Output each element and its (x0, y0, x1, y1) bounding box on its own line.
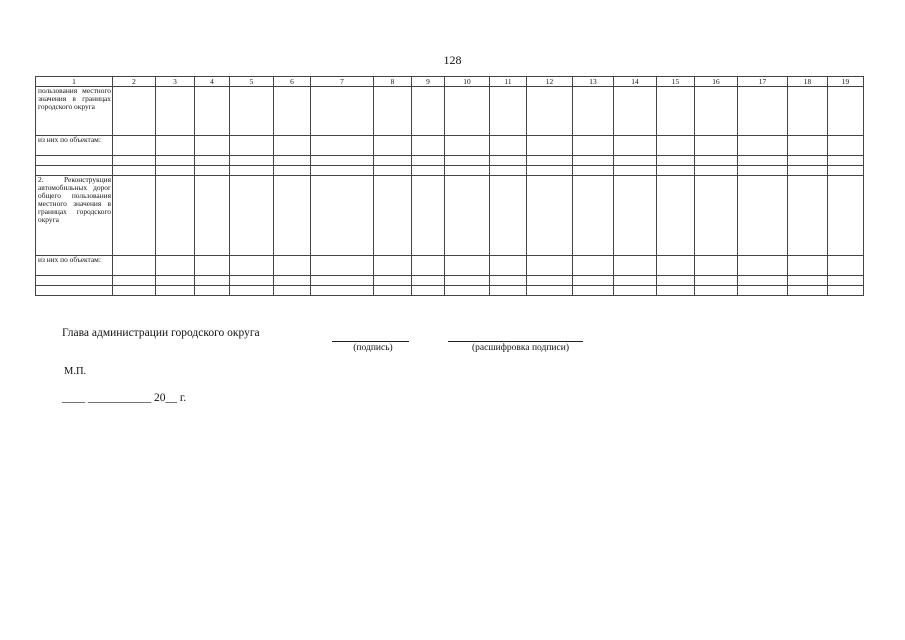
table-row (36, 136, 864, 156)
signature-caption: (подпись) (353, 343, 393, 353)
column-header: 18 (788, 77, 828, 87)
decoding-caption: (расшифровка подписи) (472, 343, 569, 353)
column-header: 15 (657, 77, 695, 87)
table-row (36, 166, 864, 176)
stamp-place: М.П. (64, 366, 87, 377)
column-header: 1 (36, 77, 113, 87)
column-header: 2 (113, 77, 156, 87)
column-header: 11 (490, 77, 527, 87)
column-header: 7 (311, 77, 374, 87)
row-label: пользования местного значения в границах городского округа (36, 87, 113, 136)
table-header-row (36, 77, 864, 87)
page-number: 128 (443, 53, 462, 67)
row-label: из них по объектам: (36, 136, 113, 156)
row-label: 2. Реконструкция автомобильных дорог общего пользования местного значения в границах городского округа (36, 176, 113, 256)
row-label: из них по объектам: (36, 256, 113, 276)
data-table (35, 76, 864, 296)
decoding-line (448, 327, 583, 342)
table-row (36, 276, 864, 286)
date-line: ____ ___________ 20__ г. (62, 392, 187, 404)
column-header: 10 (445, 77, 490, 87)
column-header: 13 (573, 77, 614, 87)
column-header: 4 (195, 77, 230, 87)
column-header: 14 (614, 77, 657, 87)
table-row (36, 87, 864, 136)
column-header: 12 (527, 77, 573, 87)
column-header: 6 (274, 77, 311, 87)
column-header: 8 (374, 77, 412, 87)
table-row (36, 286, 864, 296)
table-row (36, 156, 864, 166)
column-header: 9 (412, 77, 445, 87)
signature-title: Глава администрации городского округа (62, 327, 260, 339)
signature-line (332, 327, 409, 342)
column-header: 16 (695, 77, 738, 87)
table-row (36, 256, 864, 276)
column-header: 19 (828, 77, 864, 87)
column-header: 3 (156, 77, 195, 87)
column-header: 5 (230, 77, 274, 87)
column-header: 17 (738, 77, 788, 87)
table-row (36, 176, 864, 256)
